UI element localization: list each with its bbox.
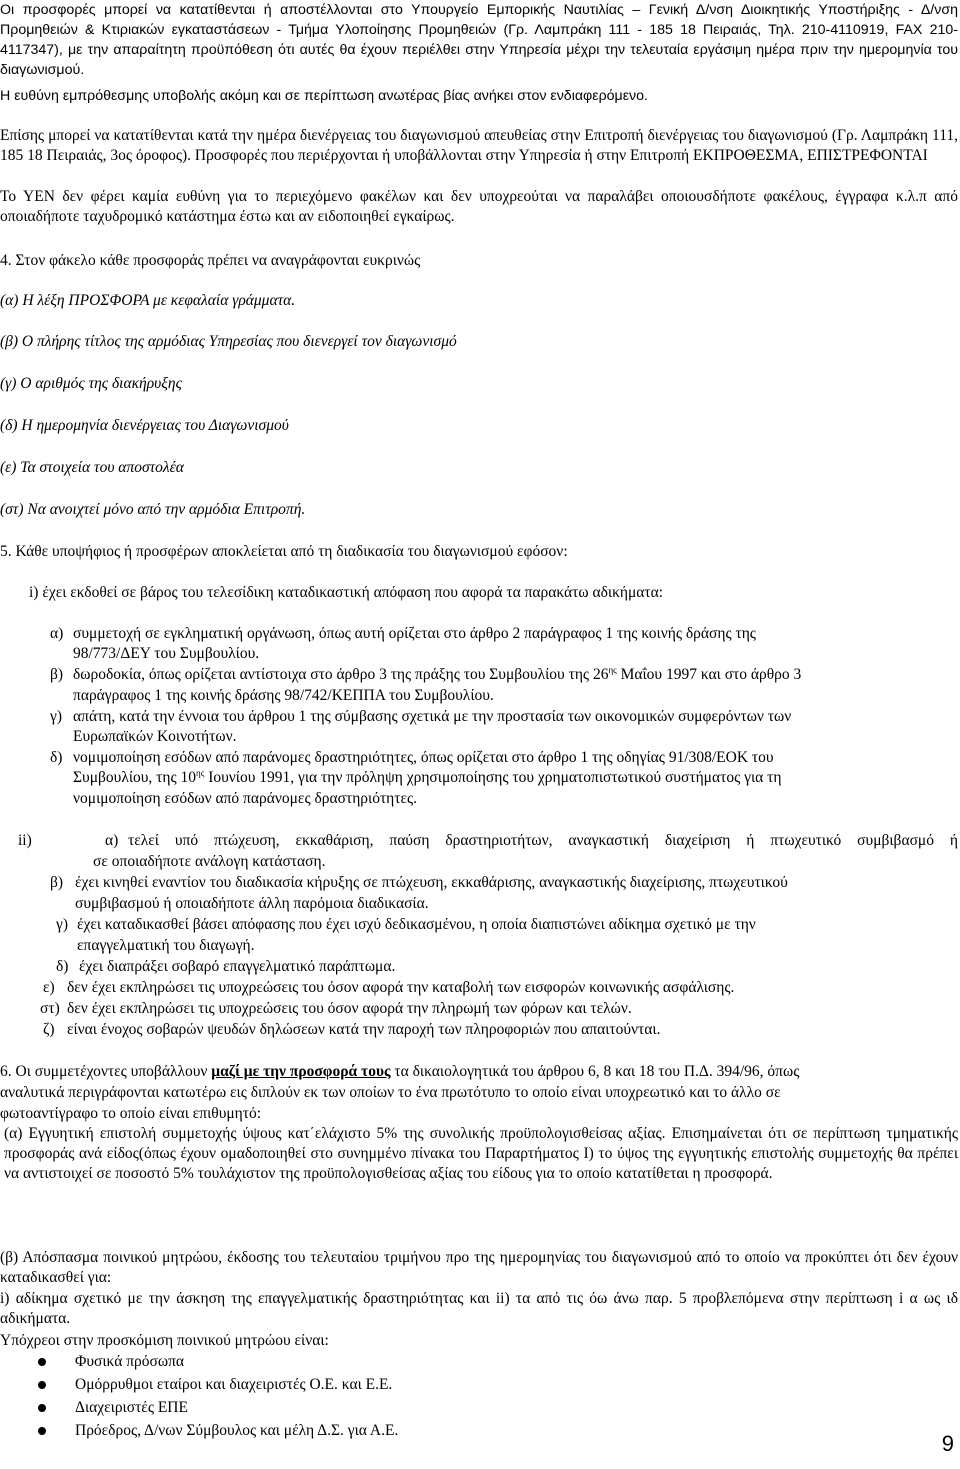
item-label: δ) <box>50 749 63 766</box>
section-6-text: 6. Οι συμμετέχοντες υποβάλλουν <box>0 1063 212 1080</box>
page-number: 9 <box>941 1431 954 1456</box>
item-text-part: Ιουνίου 1991, για την πρόληψη χρησιμοποίησης του χρηματοπιστωτικού συστήματος για τη <box>204 769 782 786</box>
bullet-item: Διαχειριστές ΕΠΕ <box>75 1399 188 1416</box>
section-4-item: (β) Ο πλήρης τίτλος της αρμόδιας Υπηρεσίας που διενεργεί τον διαγωνισμό <box>0 333 457 350</box>
bullet-item: Ομόρρυθμοι εταίροι και διαχειριστές Ο.Ε. και Ε.Ε. <box>75 1376 393 1393</box>
section-6-line: αναλυτικά περιγράφονται κατωτέρω εις διπλούν εκ των οποίων το ένα πρωτότυπο το οποίο είναι υποχρεωτικό και το άλλο σε <box>0 1084 781 1101</box>
superscript: ης <box>608 664 617 675</box>
section-4-item: (γ) Ο αριθμός της διακήρυξης <box>0 375 182 392</box>
bullet-icon <box>38 1427 46 1435</box>
item-text <box>73 768 781 788</box>
section-5-heading: 5. Κάθε υποψήφιος ή προσφέρων αποκλείεται από τη διαδικασία του διαγωνισμού εφόσον: <box>0 543 568 560</box>
item-text-part: Μαΐου 1997 και στο άρθρο 3 <box>616 666 802 683</box>
item-text: συμμετοχή σε εγκληματική οργάνωση, όπως αυτή ορίζεται στο άρθρο 2 παράγραφος 1 της κοινής δράσης της <box>73 625 756 642</box>
intro-paragraph-3: Επίσης μπορεί να κατατίθενται κατά την ημέρα διενέργειας του διαγωνισμού απευθείας στην Επιτροπή διενέργειας του διαγωνισμού (Γρ. Λαμπράκη 111, 185 18 Πειραιάς, 3ος όροφος). Προσφορές που περιέρχονται ή υποβάλλονται στην Υπηρεσία ή στην Επιτροπή ΕΚΠΡΟΘΕΣΜΑ, ΕΠΙΣΤΡΕΦΟΝΤΑΙ <box>0 127 958 164</box>
intro-paragraph-4: Το ΥΕΝ δεν φέρει καμία ευθύνη για το περιεχόμενο φακέλων και δεν υποχρεούται να παραλάβει οποιουσδήποτε φακέλους, έγγραφα κ.λ.π από οποιαδήποτε ταχυδρομικό κατάστημα έστω και αν ειδοποιηθεί εγκαίρως. <box>0 188 958 225</box>
intro-paragraph-2: Η ευθύνη εμπρόθεσμης υποβολής ακόμη και σε περίπτωση ανωτέρας βίας ανήκει στον ενδιαφερόμενο. <box>0 88 648 104</box>
section-6-emphasis: μαζί με την προσφορά τους <box>211 1063 391 1080</box>
intro-paragraph-1: Οι προσφορές μπορεί να κατατίθενται ή αποστέλλονται στο Υπουργείο Εμπορικής Ναυτιλίας – Γενική Δ/νση Διοικητικής Υποστήριξης - Δ/νση Προμηθειών & Κτιριακών εγκαταστάσεων - Τμήμα Υλοποίησης Προμηθειών (Γρ. Λαμπράκη 111 - 185 18 Πειραιάς, Τηλ. 210-4110919, FAX 210-4117347), με την απαραίτητη προϋπόθεση ότι αυτές θα έχουν περιέλθει στην Υπηρεσία μέχρι την τελευταία εργάσιμη ημέρα πριν την ημερομηνία του διαγωνισμού. <box>0 2 958 78</box>
item-text: τελεί υπό πτώχευση, εκκαθάριση, παύση δραστηριοτήτων, αναγκαστική διαχείριση ή πτωχευτικό συμβιβασμό ή <box>128 832 958 849</box>
bullet-item: Φυσικά πρόσωπα <box>75 1353 185 1370</box>
item-label: β) <box>50 666 64 683</box>
section-4-item: (στ) Να ανοιχτεί μόνο από την αρμόδια Επιτροπή. <box>0 501 306 518</box>
item-text: παράγραφος 1 της κοινής δράσης 98/742/ΚΕΠΠΑ του Συμβουλίου. <box>73 687 494 704</box>
item-label: ε) <box>43 979 55 996</box>
item-label: γ) <box>56 916 69 933</box>
superscript: ης <box>196 767 205 778</box>
item-label: γ) <box>50 708 63 725</box>
item-label: α) <box>105 832 119 849</box>
section-6-line <box>0 1062 958 1082</box>
item-text: απάτη, κατά την έννοια του άρθρου 1 της σύμβασης σχετικά με την προστασία των οικονομικών συμφερόντων των <box>73 708 792 725</box>
obligation-heading: Υπόχρεοι στην προσκόμιση ποινικού μητρώου είναι: <box>0 1332 329 1349</box>
item-label: δ) <box>56 958 69 975</box>
item-text: δεν έχει εκπληρώσει τις υποχρεώσεις του όσον αφορά την πληρωμή των φόρων και τελών. <box>67 1000 632 1017</box>
item-text: έχει διαπράξει σοβαρό επαγγελματικό παράπτωμα. <box>79 958 396 975</box>
item-label: ζ) <box>43 1021 55 1038</box>
item-label: στ) <box>40 1000 60 1017</box>
guarantee-paragraph: (α) Εγγυητική επιστολή συμμετοχής ύψους κατ΄ελάχιστο 5% της συνολικής προϋπολογισθείσας αξίας. Επισημαίνεται ότι σε περίπτωση τμηματικής προσφοράς ανά είδος(όπως έχουν ομαδοποιηθεί στο συνημμένο πίνακα του Παραρτήματος Ι) το ύψος της εγγυητικής επιστολής συμμετοχής θα πρέπει να αντιστοιχεί σε ποσοστό 5% τουλάχιστον της προϋπολογισθείσας αξίας του είδους για το οποίο κατατίθεται η προσφορά. <box>4 1125 958 1182</box>
item-text: σε οποιαδήποτε ανάλογη κατάσταση. <box>93 853 326 870</box>
item-text: έχει κινηθεί εναντίον του διαδικασία κήρυξης σε πτώχευση, εκκαθάρισης, αναγκαστικής διαχείρισης, πτωχευτικού <box>75 874 788 891</box>
item-text: δεν έχει εκπληρώσει τις υποχρεώσεις του όσον αφορά την καταβολή των εισφορών κοινωνικής ασφάλισης. <box>67 979 735 996</box>
item-text: νομιμοποίηση εσόδων από παράνομες δραστηριότητες. <box>73 790 418 807</box>
item-text: Ευρωπαϊκών Κοινοτήτων. <box>73 728 237 745</box>
bullet-icon <box>38 1381 46 1389</box>
section-4-item: (δ) Η ημερομηνία διενέργειας του Διαγωνισμού <box>0 417 289 434</box>
item-text: νομιμοποίηση εσόδων από παράνομες δραστηριότητες, όπως ορίζεται στο άρθρο 1 της οδηγίας 91/308/ΕΟΚ του <box>73 749 774 766</box>
section-4-item: (ε) Τα στοιχεία του αποστολέα <box>0 459 184 476</box>
section-4-heading: 4. Στον φάκελο κάθε προσφοράς πρέπει να αναγράφονται ευκρινώς <box>0 252 421 269</box>
item-text-part: δωροδοκία, όπως ορίζεται αντίστοιχα στο άρθρο 3 της πράξης του Συμβουλίου της 26 <box>73 666 609 683</box>
section-4-item: (α) Η λέξη ΠΡΟΣΦΟΡΑ με κεφαλαία γράμματα. <box>0 292 296 309</box>
item-text: συμβιβασμού ή οποιαδήποτε άλλη παρόμοια διαδικασία. <box>75 895 429 912</box>
item-label: α) <box>50 625 64 642</box>
item-label: β) <box>50 874 64 891</box>
bullet-icon <box>38 1404 46 1412</box>
criminal-record-paragraph-2: i) αδίκημα σχετικό με την άσκηση της επαγγελματικής δραστηριότητας και ii) τα από τις όω άνω παρ. 5 προβλεπόμενα στην περίπτωση i α ως ιδ αδικήματα. <box>0 1290 959 1327</box>
item-text: επαγγελματική του διαγωγή. <box>77 937 255 954</box>
section-5-ii-label: ii) <box>18 832 32 849</box>
item-text: είναι ένοχος σοβαρών ψευδών δηλώσεων κατά την παροχή των πληροφοριών που απαιτούνται. <box>67 1021 661 1038</box>
section-6-line: φωτοαντίγραφο το οποίο είναι επιθυμητό: <box>0 1105 262 1122</box>
section-5-i-heading: i) έχει εκδοθεί σε βάρος του τελεσίδικη καταδικαστική απόφαση που αφορά τα παρακάτω αδικήματα: <box>29 584 664 601</box>
item-text: 98/773/ΔΕΥ του Συμβουλίου. <box>73 645 260 662</box>
item-text-part: Συμβουλίου, της 10 <box>73 769 197 786</box>
item-text <box>73 665 801 685</box>
bullet-icon <box>38 1358 46 1366</box>
section-6-text: τα δικαιολογητικά του άρθρου 6, 8 και 18 του Π.Δ. 394/96, όπως <box>390 1063 800 1080</box>
bullet-item: Πρόεδρος, Δ/νων Σύμβουλος και μέλη Δ.Σ. για Α.Ε. <box>75 1422 399 1439</box>
criminal-record-paragraph: (β) Απόσπασμα ποινικού μητρώου, έκδοσης του τελευταίου τριμήνου προ της ημερομηνίας του διαγωνισμού από το οποίο να προκύπτει ότι δεν έχουν καταδικασθεί για: <box>0 1249 958 1286</box>
item-text: έχει καταδικασθεί βάσει απόφασης που έχει ισχύ δεδικασμένου, η οποία διαπιστώνει αδίκημα σχετικό με την <box>77 916 756 933</box>
